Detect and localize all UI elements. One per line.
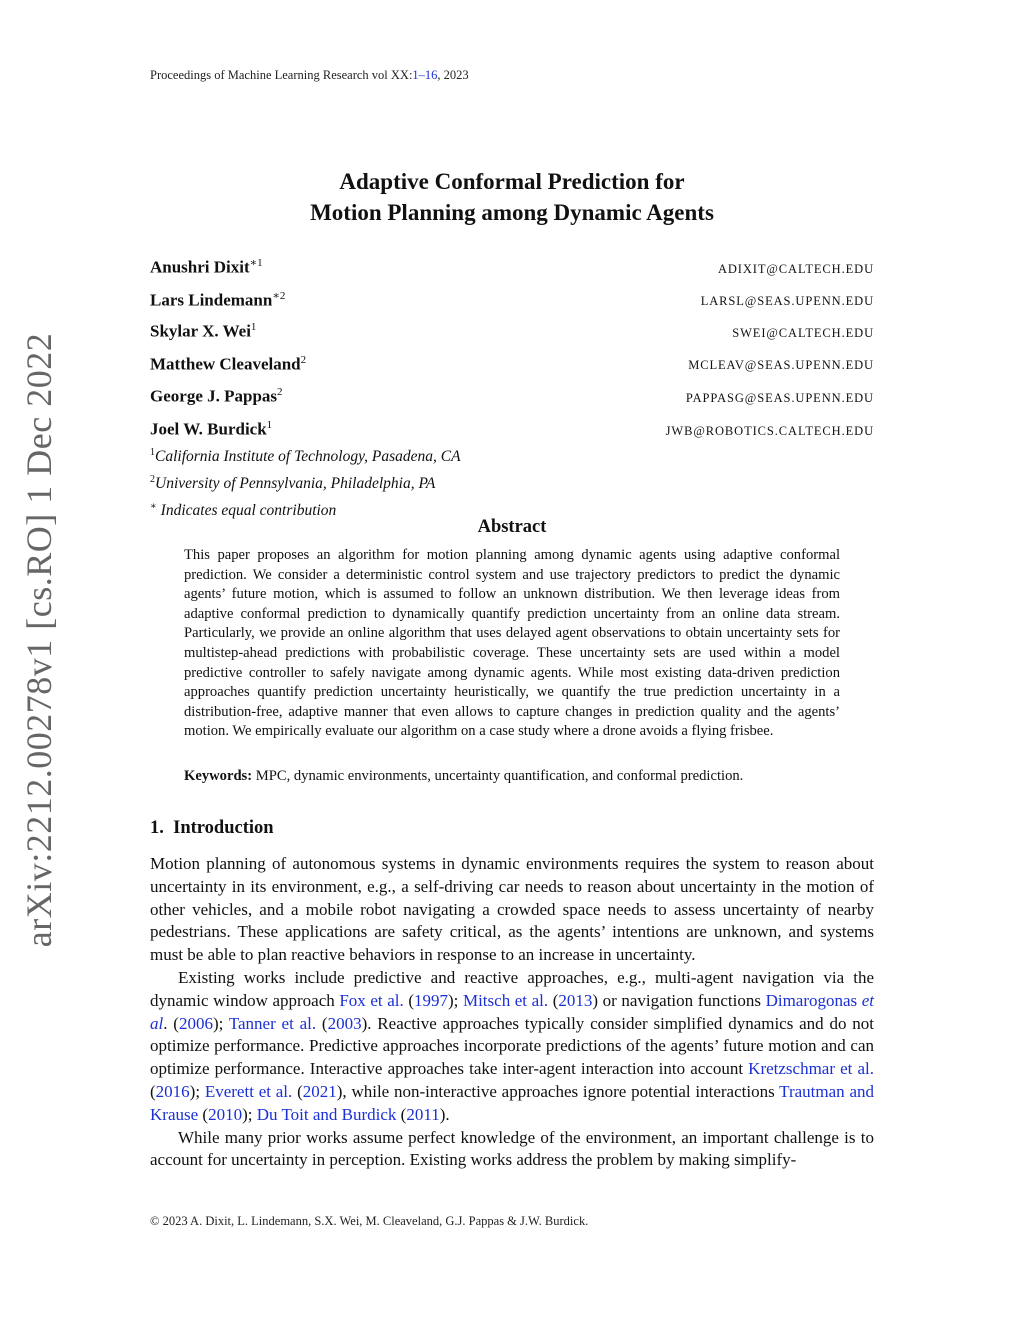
header-suffix: , 2023	[437, 68, 469, 82]
author-row	[150, 321, 874, 354]
author-list	[150, 256, 874, 452]
keywords-line	[184, 768, 840, 785]
author-email[interactable]: LARSL@SEAS.UPENN.EDU	[700, 294, 874, 309]
author-affiliation-mark: 1	[250, 321, 257, 334]
running-header	[150, 68, 469, 83]
citation-year-link[interactable]: 2010	[208, 1104, 243, 1124]
author-affiliation-mark: 2	[300, 353, 307, 366]
author-email[interactable]: SWEI@CALTECH.EDU	[732, 325, 874, 340]
affiliation-list	[150, 441, 461, 522]
citation-link[interactable]: Trautman and Krause	[150, 1081, 874, 1124]
intro-paragraph-3: While many prior works assume perfect knowledge of the environment, an important challenge is to account for uncertainty in perception. Existing works address the problem by making simplify-	[150, 1127, 874, 1170]
citation-link[interactable]: Tanner et al.	[228, 1013, 317, 1033]
author-row	[150, 386, 874, 419]
arxiv-identifier-text: arXiv:2212.00278v1 [cs.RO] 1 Dec 2022	[19, 332, 59, 948]
title-line-2: Motion Planning among Dynamic Agents	[310, 200, 714, 225]
citation-year-link[interactable]: 2006	[178, 1013, 213, 1033]
abstract-text: This paper proposes an algorithm for motion planning among dynamic agents using adaptive conformal prediction. We consider a deterministic control system and use trajectory predictors to predict the dynamic agents’ future motion, which is assumed to follow an unknown distribution. We then leverage ideas from adaptive conformal prediction to dynamically quantify prediction uncertainty from an online data stream. Particularly, we provide an online algorithm that uses delayed agent observations to obtain uncertainty sets for multistep-ahead predictions with probabilistic coverage. These uncertainty sets are used within a model predictive controller to safely navigate among dynamic agents. While most existing data-driven prediction approaches quantify prediction uncertainty heuristically, we quantify the true prediction uncertainty in a distribution-free, adaptive manner that even allows to capture changes in prediction quality and the agents’ motion. We empirically evaluate our algorithm on a case study where a drone avoids a flying frisbee.	[184, 547, 840, 740]
author-row	[150, 256, 874, 289]
section-title: Introduction	[173, 818, 274, 838]
keywords-label: Keywords:	[184, 768, 253, 784]
header-prefix: Proceedings of Machine Learning Research vol XX:	[150, 68, 413, 82]
citation-year-link[interactable]: 2021	[302, 1081, 337, 1101]
affiliation-item: $^2$University of Pennsylvania, Philadelphia, PA	[150, 474, 436, 493]
header-pages-link[interactable]: 1–16	[412, 68, 438, 82]
citation-year-link[interactable]: 2013	[558, 990, 593, 1010]
citation-link[interactable]: Fox et al.	[339, 990, 404, 1010]
intro-paragraph-1: Motion planning of autonomous systems in dynamic environments requires the system to reason about uncertainty in its environment, e.g., a self-driving car needs to reason about uncertainty in the motion of other vehicles, and a mobile robot navigating a crowded space needs to assess uncertainty of nearby pedestrians. These applications are safety critical, as the agents’ intentions are unknown, and systems must be able to plan reactive behaviors in response to an increase in uncertainty.	[150, 854, 874, 965]
author-affiliation-mark: 2	[277, 386, 283, 399]
citation-link[interactable]: Kretzschmar et al.	[748, 1059, 874, 1079]
abstract-heading: Abstract	[477, 517, 547, 537]
citation-link[interactable]: Everett et al.	[204, 1081, 293, 1101]
citation-year-link[interactable]: 2016	[155, 1081, 190, 1101]
author-email[interactable]: MCLEAV@SEAS.UPENN.EDU	[688, 358, 874, 373]
paper-title	[150, 166, 874, 228]
author-name: Matthew Cleaveland$^2$	[150, 353, 307, 374]
citation-year-link[interactable]: 2003	[327, 1013, 362, 1033]
copyright-footer: © 2023 A. Dixit, L. Lindemann, S.X. Wei, M. Cleaveland, G.J. Pappas & J.W. Burdick.	[150, 1214, 589, 1228]
author-affiliation-mark: ∗1	[249, 257, 263, 269]
section-heading	[150, 818, 274, 839]
citation-link[interactable]: Du Toit and Burdick	[256, 1104, 397, 1124]
author-name: Anushri Dixit$^{∗1}$	[150, 257, 263, 277]
author-affiliation-mark: 1	[266, 418, 273, 431]
citation-year-link[interactable]: 1997	[414, 990, 448, 1010]
author-row	[150, 354, 874, 387]
keywords-list: MPC, dynamic environments, uncertainty quantification, and conformal prediction.	[252, 768, 744, 784]
author-name: Joel W. Burdick$^1$	[150, 418, 273, 439]
title-line-1: Adaptive Conformal Prediction for	[339, 169, 685, 194]
arxiv-identifier-stamp	[14, 320, 64, 960]
introduction-body	[150, 853, 874, 1172]
author-name: George J. Pappas$^2$	[150, 386, 283, 407]
author-row	[150, 289, 874, 322]
author-email[interactable]: JWB@ROBOTICS.CALTECH.EDU	[665, 423, 874, 438]
author-email[interactable]: PAPPASG@SEAS.UPENN.EDU	[685, 391, 874, 406]
affiliation-item: $^1$California Institute of Technology, Pasadena, CA	[150, 447, 461, 466]
author-name: Lars Lindemann$^{∗2}$	[150, 289, 286, 310]
author-affiliation-mark: ∗2	[272, 289, 286, 302]
citation-year-link[interactable]: 2011	[406, 1104, 440, 1124]
equal-contribution-note: ∗ Indicates equal contribution	[150, 501, 337, 520]
intro-paragraph-2: Existing works include predictive and reactive approaches, e.g., multi-agent navigation via the dynamic window approach Fox et al. (1997); Mitsch et al. (2013) or navigation functions Dimarogonas et al. (2006); Tanner et al. (2003). Reactive approaches typically consider simplified dynamics and do not optimize performance. Predictive approaches incorporate predictions of the agents’ future motion and can optimize performance. Interactive approaches take inter-agent interaction into account Kretzschmar et al. (2016); Everett et al. (2021), while non-interactive approaches ignore potential interactions Trautman and Krause (2010); Du Toit and Burdick (2011).	[150, 967, 875, 1124]
author-email[interactable]: ADIXIT@CALTECH.EDU	[717, 261, 874, 276]
section-number: 1.	[150, 818, 164, 838]
citation-link[interactable]: Mitsch et al.	[462, 990, 549, 1010]
author-name: Skylar X. Wei$^1$	[150, 321, 257, 341]
citation-link[interactable]: Dimarogonas et al	[150, 990, 875, 1033]
